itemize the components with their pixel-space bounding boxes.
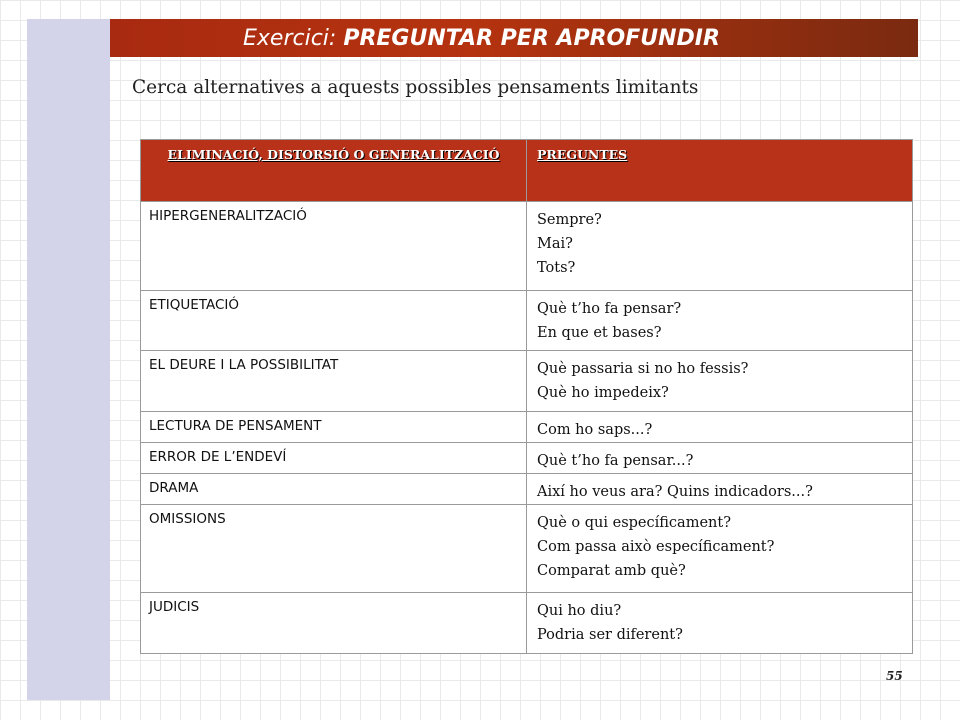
table-row [141, 505, 913, 593]
question-item: Què ho impedeix? [537, 385, 669, 401]
table-header-row [141, 140, 913, 202]
row-questions [527, 593, 913, 654]
question-item: Com ho saps...? [537, 422, 653, 438]
left-decorative-band [27, 19, 110, 700]
table-row [141, 593, 913, 654]
row-label: ETIQUETACIÓ [141, 291, 527, 351]
page-number: 55 [886, 669, 903, 683]
header-category: ELIMINACIÓ, DISTORSIÓ O GENERALITZACIÓ [141, 140, 527, 202]
slide-subtitle: Cerca alternatives a aquests possibles pensaments limitants [132, 77, 699, 98]
table-row [141, 412, 913, 443]
row-questions [527, 412, 913, 443]
row-label: HIPERGENERALITZACIÓ [141, 202, 527, 291]
question-item: Així ho veus ara? Quins indicadors...? [537, 484, 813, 500]
question-item: Podria ser diferent? [537, 627, 683, 643]
table-row [141, 202, 913, 291]
question-item: Què t’ho fa pensar? [537, 301, 682, 317]
table-row [141, 443, 913, 474]
row-questions [527, 505, 913, 593]
question-item: Què t’ho fa pensar...? [537, 453, 694, 469]
row-label: OMISSIONS [141, 505, 527, 593]
row-questions [527, 202, 913, 291]
question-item: Què o qui específicament? [537, 515, 731, 531]
row-label: DRAMA [141, 474, 527, 505]
table-row [141, 474, 913, 505]
question-item: Tots? [537, 260, 576, 276]
slide-title-prefix: Exercici: [243, 25, 344, 51]
question-item: En que et bases? [537, 325, 662, 341]
question-item: Sempre? [537, 212, 602, 228]
row-label: EL DEURE I LA POSSIBILITAT [141, 351, 527, 412]
question-item: Qui ho diu? [537, 603, 622, 619]
question-item: Què passaria si no ho fessis? [537, 361, 749, 377]
row-questions [527, 474, 913, 505]
question-item: Mai? [537, 236, 573, 252]
header-questions: PREGUNTES [527, 140, 913, 202]
slide-title-main: PREGUNTAR PER APROFUNDIR [343, 25, 720, 51]
table-row [141, 291, 913, 351]
row-questions [527, 291, 913, 351]
question-item: Com passa això específicament? [537, 539, 775, 555]
row-label: JUDICIS [141, 593, 527, 654]
question-item: Comparat amb què? [537, 563, 686, 579]
row-label: ERROR DE L’ENDEVÍ [141, 443, 527, 474]
row-label: LECTURA DE PENSAMENT [141, 412, 527, 443]
questions-table [140, 139, 913, 654]
row-questions [527, 351, 913, 412]
table-row [141, 351, 913, 412]
row-questions [527, 443, 913, 474]
slide-title [110, 19, 918, 57]
